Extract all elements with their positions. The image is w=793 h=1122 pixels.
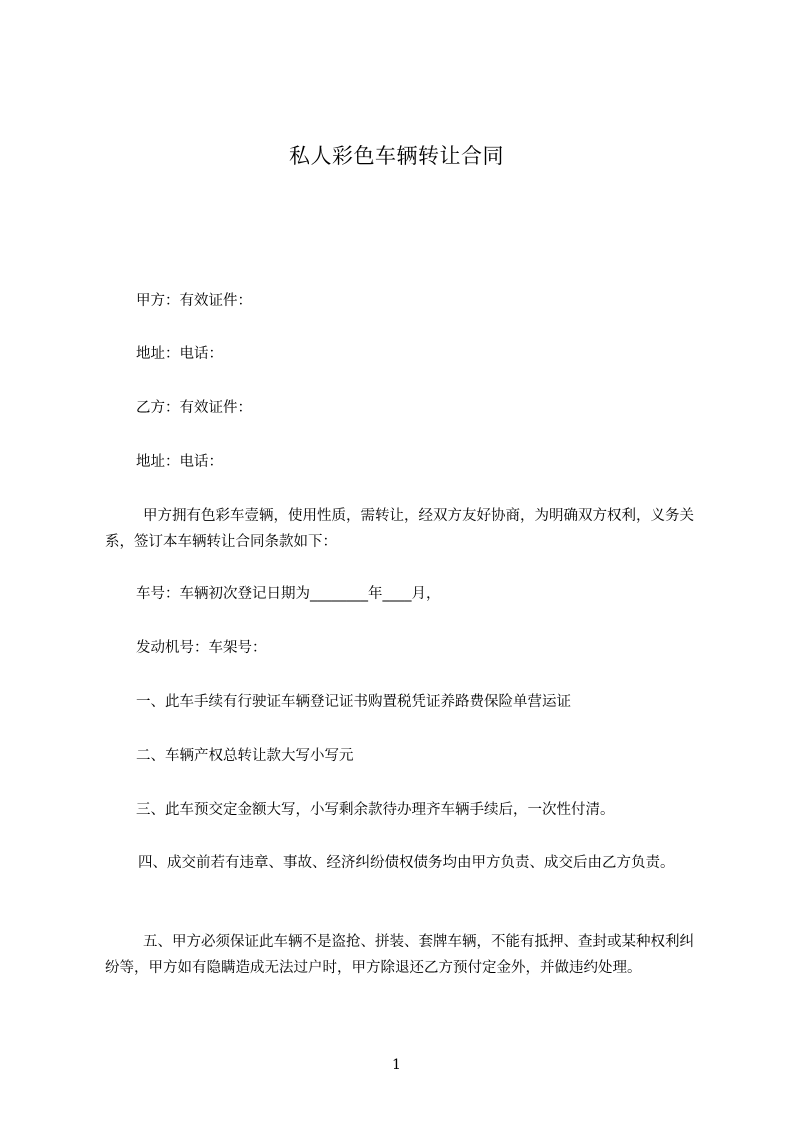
intro-paragraph: 甲方拥有色彩车壹辆，使用性质，需转让，经双方友好协商，为明确双方权利，义务关系，签订本车辆转让合同条款如下： <box>105 508 694 550</box>
engine-number-line: 发动机号：车架号： <box>136 640 267 656</box>
party-b-line: 乙方：有效证件： <box>136 400 252 416</box>
clause-2: 二、车辆产权总转让款大写小写元 <box>136 748 354 764</box>
party-a-line: 甲方：有效证件： <box>136 293 252 309</box>
clause-3: 三、此车预交定金额大写，小写剩余款待办理齐车辆手续后，一次性付清。 <box>136 802 615 818</box>
document-title: 私人彩色车辆转让合同 <box>289 144 504 168</box>
clause-5: 五、甲方必须保证此车辆不是盗抢、拼装、套牌车辆，不能有抵押、查封或某种权利纠纷等，甲方如有隐瞒造成无法过户时，甲方除退还乙方预付定金外，并做违约处理。 <box>105 934 694 976</box>
party-b-address-line: 地址：电话： <box>136 454 223 470</box>
clause-4: 四、成交前若有违章、事故、经济纠纷债权债务均由甲方负责、成交后由乙方负责。 <box>138 855 675 871</box>
party-a-address-line: 地址：电话： <box>136 346 223 362</box>
clause-1: 一、此车手续有行驶证车辆登记证书购置税凭证养路费保险单营运证 <box>136 694 571 710</box>
page-number: 1 <box>392 1057 401 1073</box>
vehicle-number-line: 车号：车辆初次登记日期为________年____月， <box>136 586 441 602</box>
